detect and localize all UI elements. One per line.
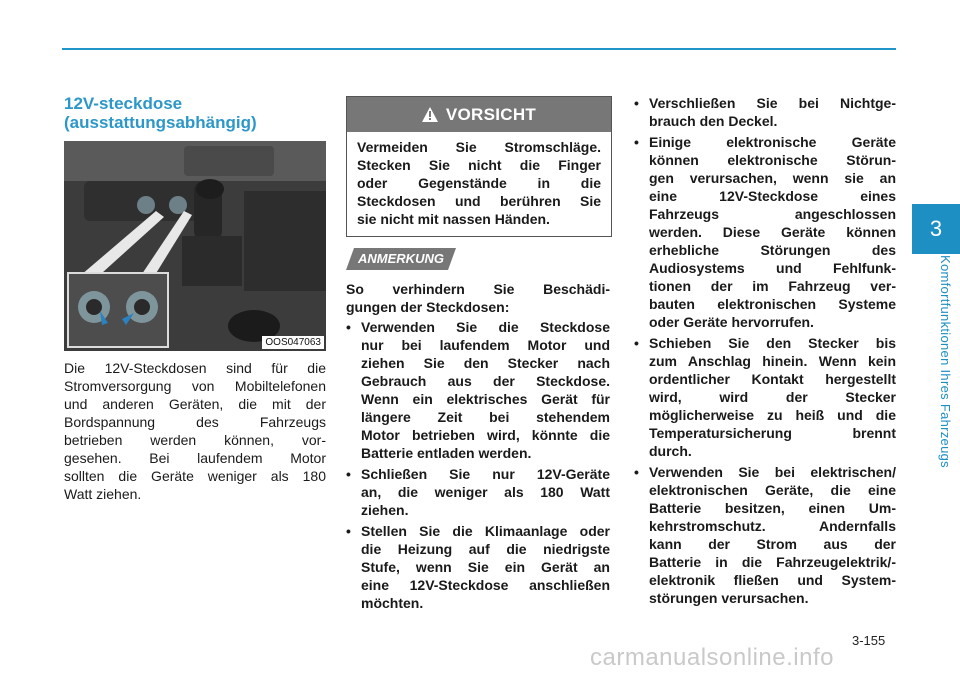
caution-title: VORSICHT	[445, 104, 537, 124]
text-line: durch.	[649, 443, 692, 459]
text-line: Temperatursicherung brennt	[649, 425, 896, 441]
text-line: Stufe, wenn Sie ein Gerät an	[361, 559, 610, 575]
bullet-icon: •	[634, 464, 639, 480]
text-line: sollten die Geräte weniger als 180	[64, 468, 326, 484]
text-line: Watt ziehen.	[64, 486, 142, 502]
caution-header	[347, 97, 611, 132]
caution-box	[346, 96, 612, 237]
text-line: Gebrauch aus der Steckdose.	[361, 373, 610, 389]
caution-body	[347, 132, 611, 228]
bullet-item	[346, 465, 610, 519]
chapter-number: 3	[929, 216, 943, 241]
text-line: gungen der Steckdosen:	[346, 299, 510, 315]
bullet-icon: •	[346, 466, 351, 482]
left-paragraph	[64, 359, 326, 503]
text-line: und anderen Geräten, die mit der	[64, 396, 326, 412]
text-line: nur bei laufendem Motor und	[361, 337, 610, 353]
photo-code: OOS047063	[262, 336, 324, 349]
text-line: ziehen.	[361, 502, 409, 518]
text-line: zum Anschlag hinein. Wenn kein	[649, 353, 896, 369]
bullet-item	[346, 318, 610, 462]
text-line: Batterie entladen werden.	[361, 445, 532, 461]
text-line: Stromversorgung von Mobiltelefonen	[64, 378, 326, 394]
bullet-item	[346, 522, 610, 612]
text-line: möglicherweise zu heiß und die	[649, 407, 896, 423]
chapter-side-title	[938, 255, 958, 495]
text-line: Batterie in die Fahrzeugelektrik/-	[649, 554, 896, 570]
caution-line: oder Gegenstände in die	[357, 175, 601, 191]
text-line: längere Zeit bei stehendem	[361, 409, 610, 425]
text-line: betrieben werden können, vor-	[64, 432, 326, 448]
chapter-tab	[912, 204, 960, 254]
text-line: Bordspannung des Fahrzeugs	[64, 414, 326, 430]
text-line: bauten elektronischen Systeme	[649, 296, 896, 312]
text-line: gen verursachen, wenn sie an	[649, 170, 896, 186]
text-line: können elektronische Störun-	[649, 152, 896, 168]
section-title-line: (ausstattungsabhängig)	[64, 113, 257, 132]
text-line: Fahrzeugs angeschlossen	[649, 206, 896, 222]
text-line: erhebliche Störungen des	[649, 242, 896, 258]
section-title	[64, 94, 334, 132]
text-line: oder Geräte hervorrufen.	[649, 314, 814, 330]
text-line: störungen verursachen.	[649, 590, 809, 606]
middle-intro	[346, 280, 610, 316]
text-line: brauch den Deckel.	[649, 113, 778, 129]
bullet-icon: •	[634, 134, 639, 150]
right-column	[634, 94, 896, 610]
text-line: tionen der im Fahrzeug ver-	[649, 278, 896, 294]
text-line: eine 12V-Steckdose eines	[649, 188, 896, 204]
text-line: gesehen. Bei laufendem Motor	[64, 450, 326, 466]
text-line: kann der Strom aus der	[649, 536, 896, 552]
text-line: elektronischen Geräte, die eine	[649, 482, 896, 498]
text-line: eine 12V-Steckdose anschließen	[361, 577, 610, 593]
text-line: wird, wird der Stecker	[649, 389, 896, 405]
text-line: ordentlicher Kontakt hergestellt	[649, 371, 896, 387]
text-line: Verwenden Sie die Steckdose	[361, 319, 610, 335]
bullet-item	[634, 463, 896, 607]
text-line: Wenn ein elektrisches Gerät für	[361, 391, 610, 407]
note-badge	[346, 248, 456, 270]
page-number: 3-155	[852, 633, 886, 648]
middle-column	[346, 280, 610, 615]
chapter-title-text: Komfortfunktionen Ihres Fahrzeugs	[938, 255, 953, 468]
text-line: an, die weniger als 180 Watt	[361, 484, 610, 500]
text-line: Batterie besitzen, einen Um-	[649, 500, 896, 516]
caution-line: sie nicht mit nassen Händen.	[357, 211, 550, 227]
text-line: Schieben Sie den Stecker bis	[649, 335, 896, 351]
bullet-item	[634, 334, 896, 460]
text-line: kehrstromschutz. Andernfalls	[649, 518, 896, 534]
text-line: Schließen Sie nur 12V-Geräte	[361, 466, 610, 482]
top-rule	[62, 48, 896, 50]
text-line: Stellen Sie die Klimaanlage oder	[361, 523, 610, 539]
warning-icon	[422, 107, 438, 122]
text-line: die Heizung auf die niedrigste	[361, 541, 610, 557]
bullet-icon: •	[634, 335, 639, 351]
text-line: Motor betrieben wird, könnte die	[361, 427, 610, 443]
bullet-item	[634, 94, 896, 130]
text-line: ziehen Sie den Stecker nach	[361, 355, 610, 371]
text-line: Die 12V-Steckdosen sind für die	[64, 360, 326, 376]
bullet-item	[634, 133, 896, 331]
text-line: Verwenden Sie bei elektrischen/	[649, 464, 896, 480]
text-line: Verschließen Sie bei Nichtge-	[649, 95, 896, 111]
text-line: Einige elektronische Geräte	[649, 134, 896, 150]
console-illustration	[64, 141, 326, 351]
caution-line: Stecken Sie nicht die Finger	[357, 157, 601, 173]
note-label: ANMERKUNG	[358, 251, 444, 266]
bullet-icon: •	[346, 319, 351, 335]
watermark: carmanualsonline.info	[590, 644, 834, 671]
text-line: Audiosystems und Fehlfunk-	[649, 260, 896, 276]
bullet-icon: •	[346, 523, 351, 539]
text-line: möchten.	[361, 595, 424, 611]
text-line: elektronik fließen und System-	[649, 572, 896, 588]
caution-line: Vermeiden Sie Stromschläge.	[357, 139, 601, 155]
caution-line: Steckdosen und berühren Sie	[357, 193, 601, 209]
text-line: So verhindern Sie Beschädi-	[346, 281, 610, 297]
section-title-line: 12V-steckdose	[64, 94, 183, 113]
bullet-icon: •	[634, 95, 639, 111]
power-outlet-photo	[64, 141, 326, 351]
text-line: werden. Diese Geräte können	[649, 224, 896, 240]
